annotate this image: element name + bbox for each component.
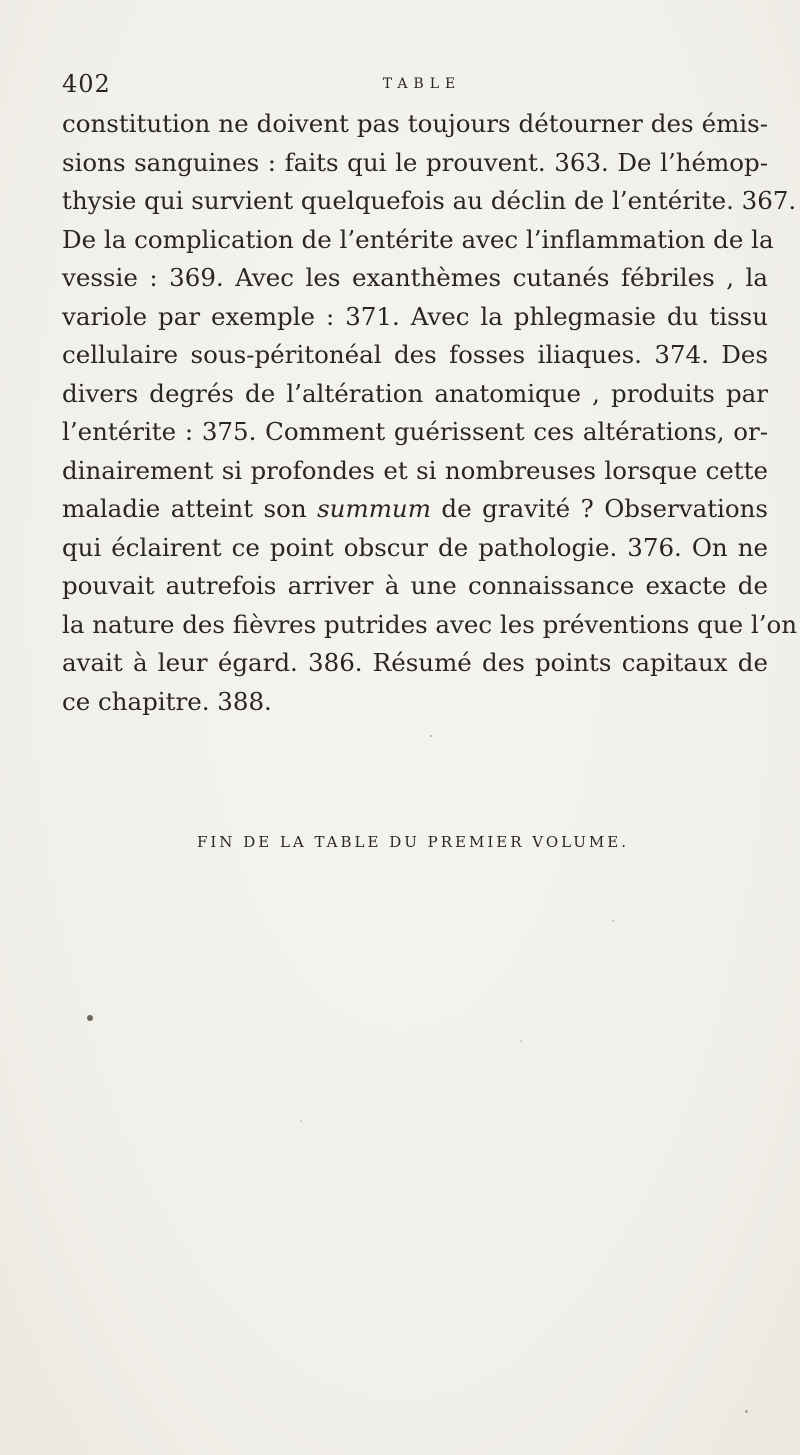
text-line: sions sanguines : faits qui le prouvent. 363. De l’hémop- (62, 147, 768, 177)
text-line: cellulaire sous-péritonéal des fosses iliaques. 374. Des (62, 340, 768, 369)
paper-speck (612, 920, 614, 922)
text-line: pouvait autrefois arriver à une connaissance exacte de (62, 571, 768, 600)
text-line: l’entérite : 375. Comment guérissent ces altérations, or- (62, 417, 768, 446)
paper-speck (430, 735, 432, 737)
table-of-contents-text (62, 105, 798, 721)
italic-term: summum (317, 494, 431, 523)
paper-speck (745, 1410, 748, 1413)
text-line: vessie : 369. Avec les exanthèmes cutanés fébriles , la (62, 263, 768, 292)
page-number: 402 (62, 70, 111, 98)
text-line: qui éclairent ce point obscur de pathologie. 376. On ne (62, 532, 768, 562)
colophon: FIN DE LA TABLE DU PREMIER VOLUME. (196, 833, 630, 851)
text-line: constitution ne doivent pas toujours détourner des émis- (62, 109, 768, 138)
text-segment: de gravité ? Observations (430, 494, 768, 523)
text-line: la nature des fièvres putrides avec les préventions que l’on (62, 609, 798, 639)
text-line: thysie qui survient quelquefois au déclin de l’entérite. 367. (62, 186, 797, 215)
paper-speck (300, 1120, 302, 1122)
text-segment: maladie atteint son (62, 494, 318, 523)
text-line: dinairement si profondes et si nombreuses lorsque cette (62, 455, 768, 485)
text-line: variole par exemple : 371. Avec la phlegmasie du tissu (62, 301, 768, 331)
page-header (62, 70, 742, 100)
text-line (62, 490, 768, 529)
running-head: TABLE (382, 76, 462, 92)
text-line: ce chapitre. 388. (62, 686, 272, 716)
paper-speck (87, 1015, 93, 1021)
text-line: avait à leur égard. 386. Résumé des points capitaux de (62, 648, 768, 677)
text-line: De la complication de l’entérite avec l’inflammation de la (62, 224, 774, 254)
text-line: divers degrés de l’altération anatomique , produits par (62, 378, 768, 408)
paper-speck (520, 1040, 522, 1042)
